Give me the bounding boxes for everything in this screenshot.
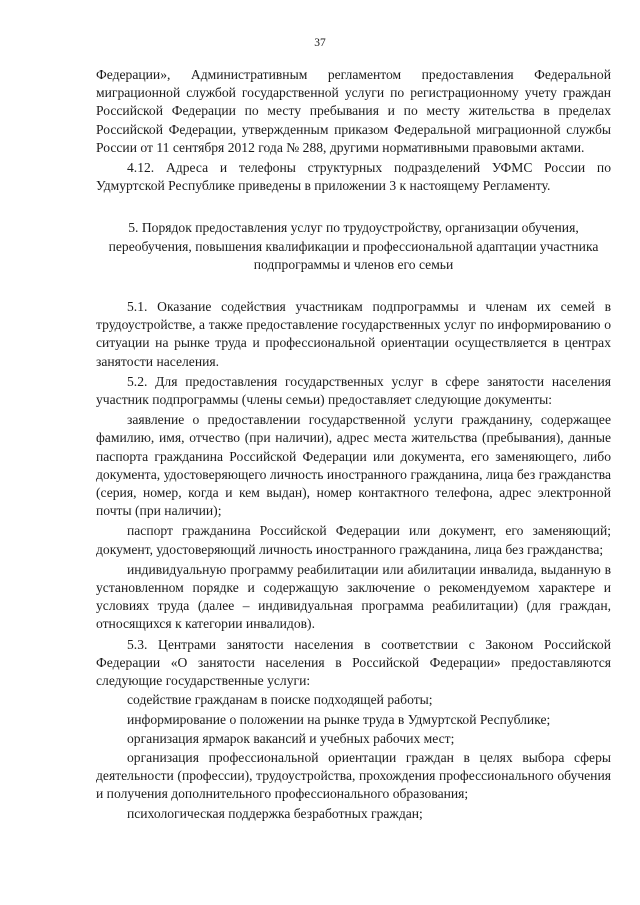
paragraph-continuation: Федерации», Административным регламентом предоставления Федеральной миграционной службой государственной услуги по регистрационному учету граждан Российской Федерации по месту пребывания и по месту жительства в пределах Российской Федерации, утвержденным приказом Федеральной миграционной службы России от 11 сентября 2012 года № 288, другими нормативными правовыми актами. <box>96 67 611 155</box>
list-item-passport: паспорт гражданина Российской Федерации или документ, его заменяющий; документ, удостоверяющий личность иностранного гражданина, лица без гражданства; <box>96 523 611 557</box>
list-item-application: заявление о предоставлении государственной услуги гражданину, содержащее фамилию, имя, отчество (при наличии), адрес места жительства (пребывания), данные паспорта гражданина Российской Федерации или документа, его заменяющего, либо документа, удостоверяющего личность иностранного гражданина, лица без гражданства (серия, номер, когда и кем выдан), номер контактного телефона, адрес электронной почты (при наличии); <box>96 412 611 519</box>
document-body <box>96 66 611 823</box>
paragraph-5-1: 5.1. Оказание содействия участникам подпрограммы и членам их семей в трудоустройстве, а также предоставление государственных услуг по информированию о ситуации на рынке труда и профессиональной ориентации осуществляется в центрах занятости населения. <box>96 299 611 369</box>
section-heading: 5. Порядок предоставления услуг по трудоустройству, организации обучения, переобучения, повышения квалификации и профессиональной адаптации участника подпрограммы и членов его семьи <box>108 220 599 272</box>
list-item-job-search: содействие гражданам в поиске подходящей работы; <box>127 692 433 708</box>
paragraph-4-12: 4.12. Адреса и телефоны структурных подразделений УФМС России по Удмуртской Республике приведены в приложении 3 к настоящему Регламенту. <box>96 160 611 194</box>
list-item-psychological-support: психологическая поддержка безработных граждан; <box>127 805 423 821</box>
list-item-labor-market-info: информирование о положении на рынке труда в Удмуртской Республике; <box>127 711 551 727</box>
paragraph-5-3: 5.3. Центрами занятости населения в соответствии с Законом Российской Федерации «О занятости населения в Российской Федерации» предоставляются следующие государственные услуги: <box>96 636 611 689</box>
list-item-job-fairs: организация ярмарок вакансий и учебных рабочих мест; <box>127 730 455 746</box>
paragraph-5-2: 5.2. Для предоставления государственных услуг в сфере занятости населения участник подпрограммы (члены семьи) предоставляет следующие документы: <box>96 373 611 408</box>
page-number: 37 <box>314 37 326 49</box>
list-item-rehabilitation-program: индивидуальную программу реабилитации или абилитации инвалида, выданную в установленном порядке и содержащую заключение о рекомендуемом характере и условиях труда (далее – индивидуальная программа реабилитации) (для граждан, относящихся к категории инвалидов). <box>96 561 611 632</box>
list-item-career-guidance: организация профессиональной ориентации граждан в целях выбора сферы деятельности (профессии), трудоустройства, прохождения профессионального обучения и получения дополнительного профессионального образования; <box>96 749 611 802</box>
